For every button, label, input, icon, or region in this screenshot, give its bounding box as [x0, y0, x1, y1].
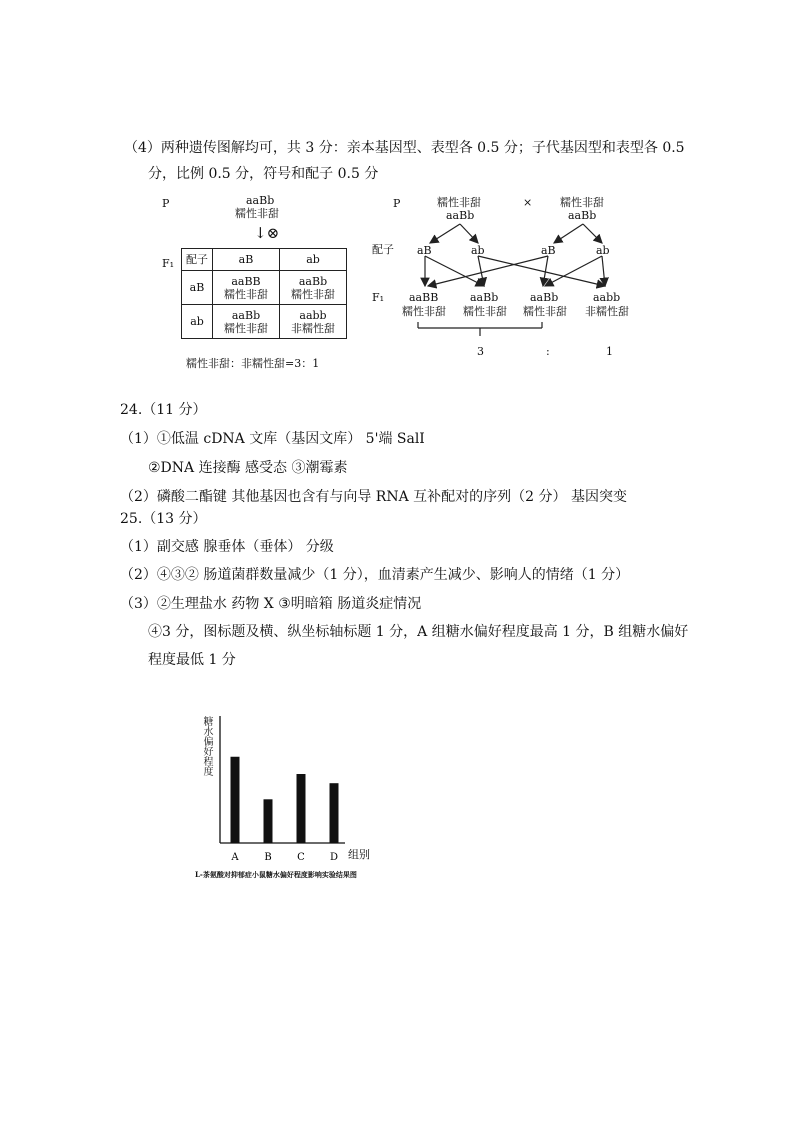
q25-heading: 25.（13 分） — [120, 511, 207, 527]
punnett-row-gamete: ab — [182, 305, 213, 339]
offspring-phenotype: 糯性非甜 — [402, 305, 446, 318]
left-ratio: 糯性非甜：非糯性甜=3：1 — [186, 357, 320, 370]
q23-4-line2: 分，比例 0.5 分，符号和配子 0.5 分 — [148, 166, 379, 182]
x-tick-label: C — [297, 852, 305, 863]
cross-symbol: × — [523, 196, 533, 209]
bar-B — [264, 799, 273, 843]
selfing-symbol: ↓⊗ — [254, 224, 280, 242]
bar-D — [330, 783, 339, 843]
bar-C — [297, 774, 306, 843]
right-p-label: P — [393, 197, 401, 210]
q25-part3: （3）②生理盐水 药物 X ③明暗箱 肠道炎症情况 — [120, 596, 422, 612]
gamete: aB — [417, 244, 432, 257]
punnett-cell-phenotype: 糯性非甜 — [224, 321, 268, 335]
x-tick-label: B — [264, 852, 272, 863]
q25-part1: （1）副交感 腺垂体（垂体） 分级 — [120, 539, 334, 555]
ratio-separator: : — [546, 345, 550, 358]
offspring-phenotype: 糯性非甜 — [523, 305, 567, 318]
bar-A — [231, 757, 240, 843]
left-p-label: P — [162, 197, 170, 210]
left-f1-label: F₁ — [162, 257, 175, 270]
punnett-cell-genotype: aaBB — [231, 274, 261, 288]
punnett-cell-genotype: aaBb — [298, 274, 328, 288]
chart-ylabel: 糖水偏好程度 — [201, 716, 212, 776]
parent1-genotype: aaBb — [446, 209, 475, 222]
punnett-header-gamete: 配子 — [182, 249, 213, 271]
chart-xlabel: 组别 — [348, 848, 370, 861]
punnett-cell-genotype: aaBb — [231, 308, 261, 322]
offspring-phenotype: 糯性非甜 — [463, 305, 507, 318]
q24-part1b: ②DNA 连接酶 感受态 ③潮霉素 — [148, 460, 348, 476]
q25-part4b: 程度最低 1 分 — [148, 652, 236, 668]
offspring-genotype: aaBb — [530, 291, 559, 304]
ratio-right: 1 — [606, 345, 613, 358]
punnett-header-aB: aB — [213, 249, 280, 271]
left-parent-phenotype: 糯性非甜 — [235, 207, 279, 220]
parent1-phenotype: 糯性非甜 — [437, 196, 481, 209]
x-tick-label: A — [231, 852, 239, 863]
q25-part4a: ④3 分，图标题及横、纵坐标轴标题 1 分，A 组糖水偏好程度最高 1 分，B 组糖水偏好 — [148, 624, 689, 640]
offspring-genotype: aabb — [593, 291, 621, 304]
gamete: ab — [471, 244, 485, 257]
q25-part2: （2）④③② 肠道菌群数量减少（1 分），血清素产生减少、影响人的情绪（1 分） — [120, 567, 630, 583]
punnett-cell-genotype: aabb — [299, 308, 327, 322]
offspring-phenotype: 非糯性甜 — [585, 305, 629, 318]
q24-part2: （2）磷酸二酯键 其他基因也含有与向导 RNA 互补配对的序列（2 分） 基因突变 — [120, 489, 627, 505]
gametes-label: 配子 — [372, 243, 394, 256]
punnett-header-ab: ab — [280, 249, 347, 271]
q24-part1: （1）①低温 cDNA 文库（基因文库） 5'端 SalⅠ — [120, 431, 425, 447]
parent2-phenotype: 糯性非甜 — [560, 196, 604, 209]
gamete: ab — [596, 244, 610, 257]
q23-4-line1: （4）两种遗传图解均可，共 3 分：亲本基因型、表型各 0.5 分；子代基因型和表型各 0.5 — [124, 140, 685, 156]
ratio-left: 3 — [477, 345, 484, 358]
gamete: aB — [541, 244, 556, 257]
chart-title: L-茶氨酸对抑郁症小鼠糖水偏好程度影响实验结果图 — [195, 870, 357, 879]
left-parent-genotype: aaBb — [246, 194, 275, 207]
parent2-genotype: aaBb — [568, 209, 597, 222]
offspring-genotype: aaBB — [409, 291, 439, 304]
right-f1-label: F₁ — [372, 291, 385, 304]
q24-heading: 24.（11 分） — [120, 402, 207, 418]
punnett-cell-phenotype: 糯性非甜 — [291, 287, 335, 301]
punnett-row-gamete: aB — [182, 271, 213, 305]
x-tick-label: D — [329, 852, 339, 863]
punnett-cell-phenotype: 糯性非甜 — [224, 287, 268, 301]
offspring-genotype: aaBb — [470, 291, 499, 304]
punnett-cell-phenotype: 非糯性甜 — [291, 321, 335, 335]
